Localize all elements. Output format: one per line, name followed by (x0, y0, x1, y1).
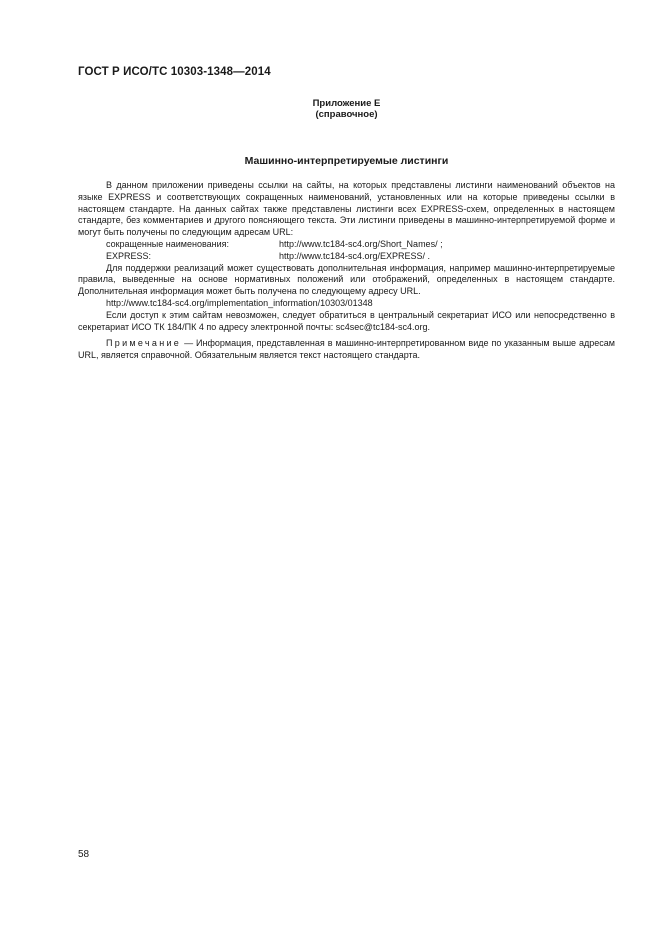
paragraph-implementation: Для поддержки реализаций может существовать дополнительная информация, например машинно-интерпретируемые правила, выведенные на основе нормативных положений или отображений, определенных в настоящем стандарте. Дополнительная информация может быть получена по следующему адресу URL. (78, 262, 615, 297)
url-label: EXPRESS: (106, 250, 152, 261)
standard-header: ГОСТ Р ИСО/ТС 10303-1348—2014 (78, 66, 271, 78)
page-number: 58 (78, 849, 90, 860)
paragraph-contact: Если доступ к этим сайтам невозможен, следует обратиться в центральный секретариат ИСО или непосредственно в секретариат ИСО ТК 184/ПК 4 по адресу электронной почты: sc4sec@tc184-sc4.org. (78, 309, 615, 332)
note-label: Примечание (106, 338, 182, 349)
url-row-express (78, 251, 615, 263)
url-row-short-names (78, 239, 615, 251)
url-label: сокращенные наименования: (106, 238, 230, 249)
appendix-heading (0, 98, 661, 120)
body-text (78, 180, 615, 362)
paragraph-intro: В данном приложении приведены ссылки на сайты, на которых представлены листинги наименований объектов на языке EXPRESS и соответствующих сокращенных наименований, установленных или на которые приведены ссылки в настоящем стандарте. На данных сайтах также представлены листинги всех EXPRESS-схем, определенных в настоящем стандарте, без комментариев и другого поясняющего текста. Эти листинги приведены в машинно-интерпретируемой форме и могут быть получены по следующим адресам URL: (78, 180, 615, 238)
section-title: Машинно-интерпретируемые листинги (244, 155, 449, 167)
appendix-title: Приложение Е (312, 98, 381, 109)
url-link[interactable]: http://www.tc184-sc4.org/Short_Names/ ; (279, 238, 443, 249)
implementation-url[interactable]: http://www.tc184-sc4.org/implementation_information/10303/01348 (106, 297, 373, 308)
appendix-subtitle: (справочное) (315, 109, 378, 120)
url-link[interactable]: http://www.tc184-sc4.org/EXPRESS/ . (279, 250, 431, 261)
note (78, 338, 615, 362)
note-text: — Информация, представленная в машинно-интерпретированном виде по указанным выше адресам URL, является справочной. Обязательным является текст настоящего стандарта. (78, 338, 615, 361)
